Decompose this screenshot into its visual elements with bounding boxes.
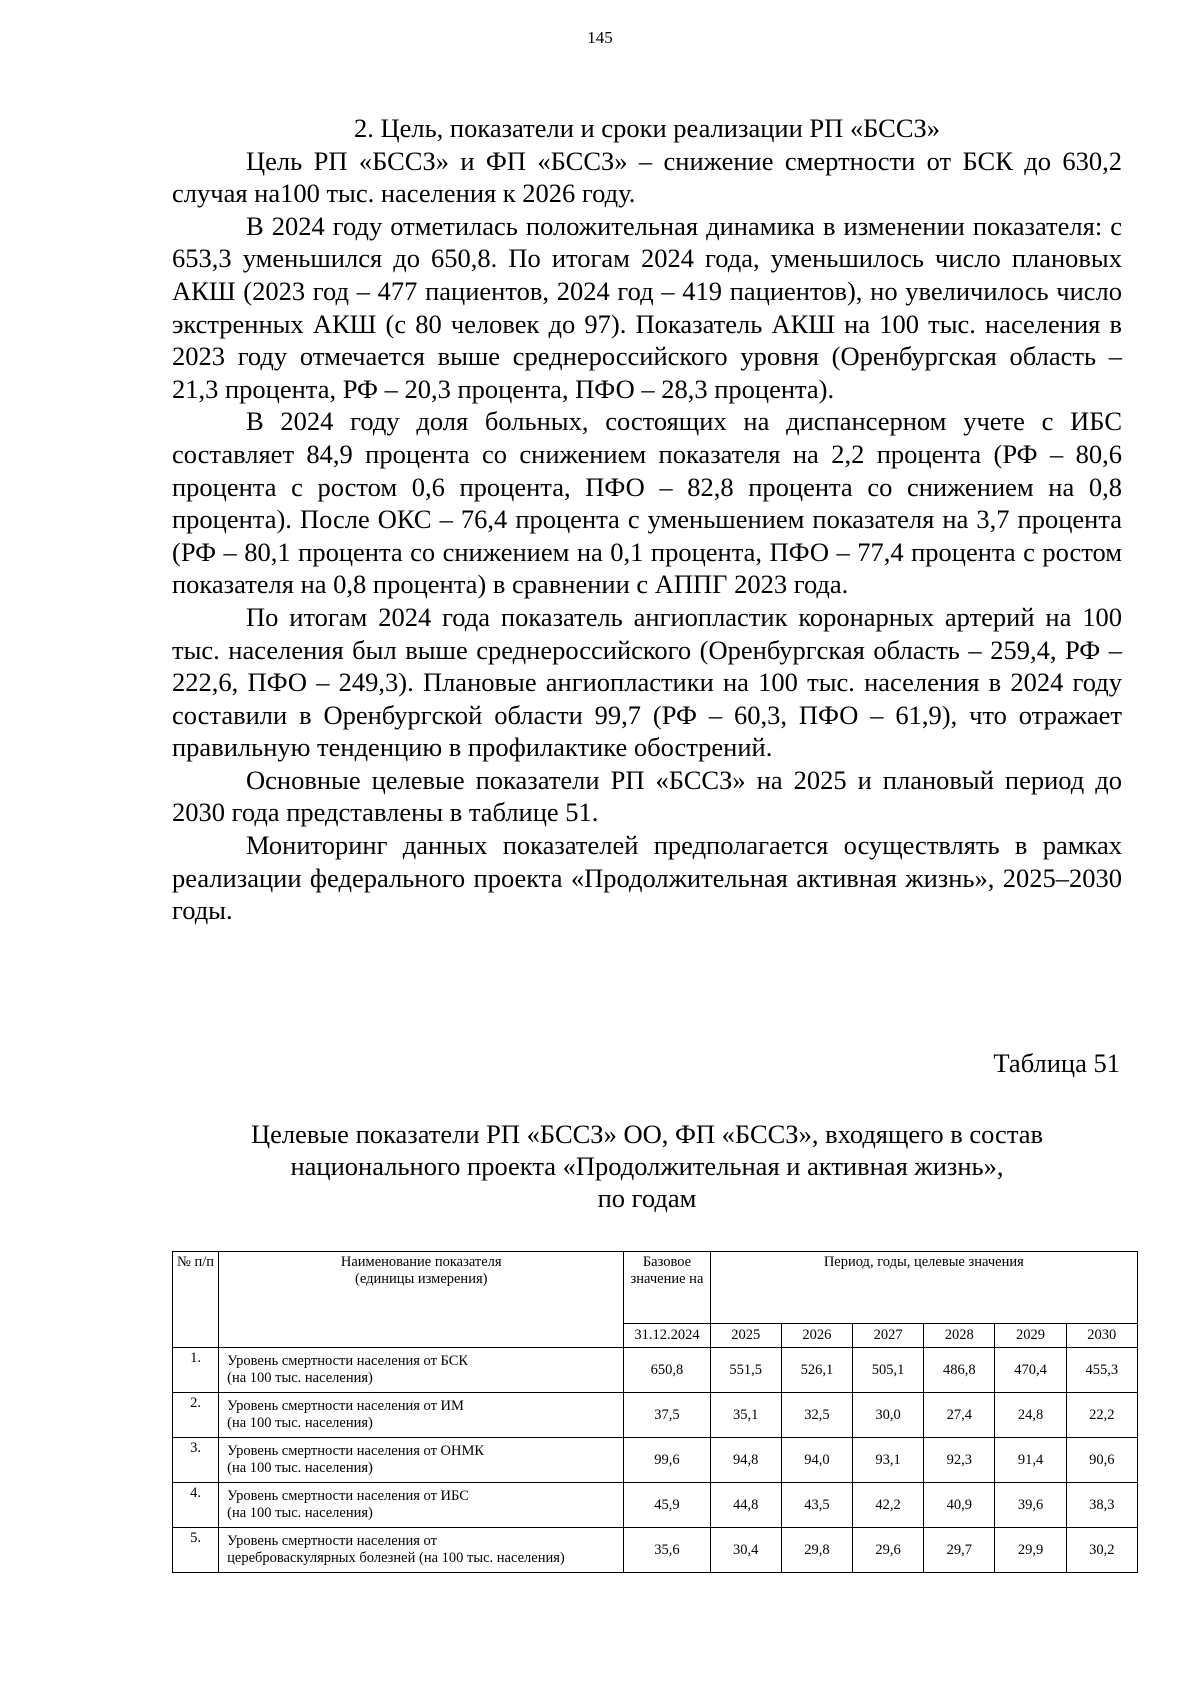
row-year-value: 38,3 [1066, 1483, 1137, 1528]
row-year-value: 29,6 [853, 1528, 924, 1573]
row-year-value: 27,4 [924, 1393, 995, 1438]
row-year-value: 30,4 [710, 1528, 781, 1573]
row-base-value: 37,5 [624, 1393, 710, 1438]
row-name-line: Уровень смертности населения от ИМ [227, 1398, 464, 1414]
row-year-value: 35,1 [710, 1393, 781, 1438]
row-name-line: (на 100 тыс. населения) [227, 1460, 373, 1476]
table-title-line: национального проекта «Продолжительная и активная жизнь», [290, 1151, 1004, 1181]
header-base-date: 31.12.2024 [624, 1324, 710, 1348]
row-name-line: цереброваскулярных болезней (на 100 тыс. населения) [227, 1550, 565, 1566]
row-year-value: 24,8 [995, 1393, 1066, 1438]
header-name-line: (единицы измерения) [355, 1271, 488, 1287]
row-year-value: 551,5 [710, 1348, 781, 1393]
row-base-value: 35,6 [624, 1528, 710, 1573]
row-year-value: 94,8 [710, 1438, 781, 1483]
table-title-line: по годам [597, 1183, 697, 1213]
row-year-value: 92,3 [924, 1438, 995, 1483]
header-period: Период, годы, целевые значения [710, 1252, 1137, 1324]
table-title [172, 1118, 1122, 1214]
table-body [173, 1348, 1138, 1573]
row-name [219, 1528, 624, 1573]
row-year-value: 30,2 [1066, 1528, 1137, 1573]
row-name [219, 1348, 624, 1393]
row-year-value: 455,3 [1066, 1348, 1137, 1393]
row-year-value: 44,8 [710, 1483, 781, 1528]
paragraph: В 2024 году доля больных, состоящих на диспансерном учете с ИБС составляет 84,9 процента со снижением показателя на 2,2 процента (РФ – 80,6 процента с ростом 0,6 процента, ПФО – 82,8 процента со снижением на 0,8 процента). После ОКС – 76,4 процента с уменьшением показателя на 3,7 процента (РФ – 80,1 процента со снижением на 0,1 процента, ПФО – 77,4 процента с ростом показателя на 0,8 процента) в сравнении с АППГ 2023 года. [172, 406, 1122, 600]
row-base-value: 45,9 [624, 1483, 710, 1528]
row-year-value: 29,8 [781, 1528, 852, 1573]
header-year: 2027 [853, 1324, 924, 1348]
row-name-line: (на 100 тыс. населения) [227, 1505, 373, 1521]
row-base-value: 99,6 [624, 1438, 710, 1483]
row-year-value: 486,8 [924, 1348, 995, 1393]
row-num: 4. [173, 1483, 219, 1528]
row-name-line: Уровень смертности населения от БСК [227, 1353, 469, 1369]
row-year-value: 43,5 [781, 1483, 852, 1528]
row-num: 2. [173, 1393, 219, 1438]
table-row [173, 1438, 1138, 1483]
header-base: Базовое значение на [624, 1252, 710, 1324]
row-num: 3. [173, 1438, 219, 1483]
row-name-line: Уровень смертности населения от ИБС [227, 1488, 469, 1504]
row-year-value: 90,6 [1066, 1438, 1137, 1483]
row-name-line: (на 100 тыс. населения) [227, 1415, 373, 1431]
row-year-value: 526,1 [781, 1348, 852, 1393]
row-year-value: 22,2 [1066, 1393, 1137, 1438]
row-name [219, 1393, 624, 1438]
row-name [219, 1483, 624, 1528]
table-row [173, 1528, 1138, 1573]
paragraph: По итогам 2024 года показатель ангиопластик коронарных артерий на 100 тыс. населения был выше среднероссийского (Оренбургская область – 259,4, РФ – 222,6, ПФО – 249,3). Плановые ангиопластики на 100 тыс. населения в 2024 году составили в Оренбургской области 99,7 (РФ – 60,3, ПФО – 61,9), что отражает правильную тенденцию в профилактике обострений. [172, 601, 1122, 763]
row-year-value: 470,4 [995, 1348, 1066, 1393]
page-number: 145 [587, 28, 613, 47]
row-name-line: Уровень смертности населения от [227, 1533, 437, 1549]
row-year-value: 29,7 [924, 1528, 995, 1573]
header-name [219, 1252, 624, 1348]
row-year-value: 93,1 [853, 1438, 924, 1483]
row-year-value: 40,9 [924, 1483, 995, 1528]
row-year-value: 94,0 [781, 1438, 852, 1483]
row-year-value: 30,0 [853, 1393, 924, 1438]
row-year-value: 505,1 [853, 1348, 924, 1393]
header-num: № п/п [173, 1252, 219, 1348]
row-year-value: 42,2 [853, 1483, 924, 1528]
row-num: 1. [173, 1348, 219, 1393]
row-year-value: 91,4 [995, 1438, 1066, 1483]
table-title-line: Целевые показатели РП «БССЗ» ОО, ФП «БССЗ», входящего в состав [250, 1119, 1043, 1149]
section-heading: 2. Цель, показатели и сроки реализации РП «БССЗ» [353, 113, 941, 143]
row-year-value: 39,6 [995, 1483, 1066, 1528]
row-num: 5. [173, 1528, 219, 1573]
table-row [173, 1483, 1138, 1528]
header-name-line: Наименование показателя [340, 1254, 502, 1270]
header-year: 2029 [995, 1324, 1066, 1348]
row-name [219, 1438, 624, 1483]
table-label: Таблица 51 [993, 1048, 1120, 1078]
row-year-value: 29,9 [995, 1528, 1066, 1573]
paragraph: Основные целевые показатели РП «БССЗ» на 2025 и плановый период до 2030 года представлены в таблице 51. [172, 764, 1122, 828]
header-year: 2028 [924, 1324, 995, 1348]
header-year: 2025 [710, 1324, 781, 1348]
row-base-value: 650,8 [624, 1348, 710, 1393]
row-name-line: (на 100 тыс. населения) [227, 1370, 373, 1386]
indicators-table [172, 1251, 1138, 1573]
paragraph: Цель РП «БССЗ» и ФП «БССЗ» – снижение смертности от БСК до 630,2 случая на100 тыс. населения к 2026 году. [172, 145, 1122, 209]
table-row [173, 1393, 1138, 1438]
table-row [173, 1348, 1138, 1393]
paragraph: В 2024 году отметилась положительная динамика в изменении показателя: с 653,3 уменьшился до 650,8. По итогам 2024 года, уменьшилось число плановых АКШ (2023 год – 477 пациентов, 2024 год – 419 пациентов), но увеличилось число экстренных АКШ (с 80 человек до 97). Показатель АКШ на 100 тыс. населения в 2023 году отмечается выше среднероссийского уровня (Оренбургская область – 21,3 процента, РФ – 20,3 процента, ПФО – 28,3 процента). [172, 210, 1122, 404]
paragraph: Мониторинг данных показателей предполагается осуществлять в рамках реализации федерального проекта «Продолжительная активная жизнь», 2025–2030 годы. [172, 830, 1122, 926]
body-text [172, 112, 1122, 927]
row-year-value: 32,5 [781, 1393, 852, 1438]
row-name-line: Уровень смертности населения от ОНМК [227, 1443, 485, 1459]
header-year: 2030 [1066, 1324, 1137, 1348]
header-year: 2026 [781, 1324, 852, 1348]
